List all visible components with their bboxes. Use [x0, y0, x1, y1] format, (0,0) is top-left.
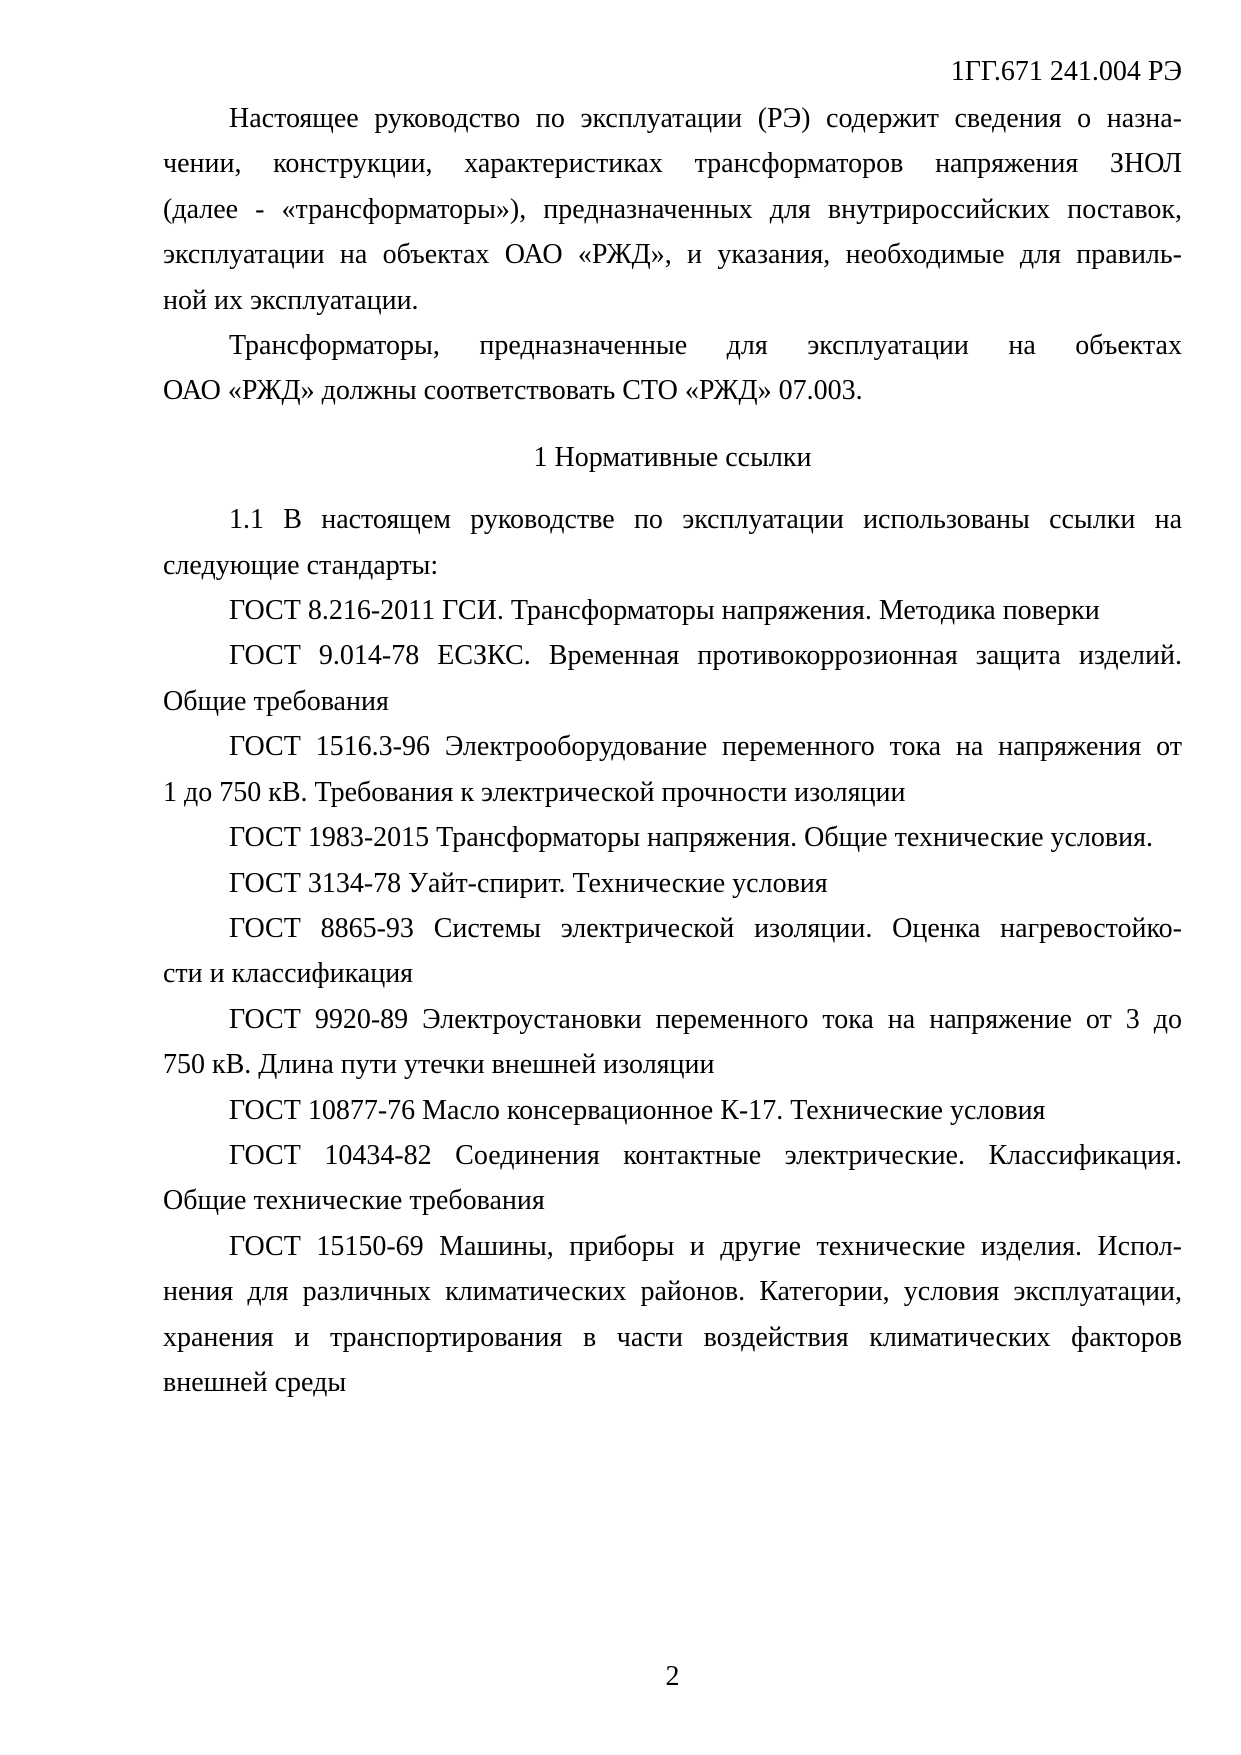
paragraph — [163, 1224, 1182, 1406]
paragraph — [163, 1088, 1182, 1133]
text-line: ГОСТ 15150-69 Машины, приборы и другие технические изделия. Испол- — [229, 1230, 1182, 1262]
paragraph — [163, 588, 1182, 633]
text-line: внешней среды — [163, 1366, 347, 1398]
paragraph — [163, 96, 1182, 323]
text-line: хранения и транспортирования в части воздействия климатических факторов — [163, 1321, 1182, 1353]
text-line: Трансформаторы, предназначенные для эксплуатации на объектах — [229, 330, 1182, 362]
text-line: ГОСТ 10434-82 Соединения контактные электрические. Классификация. — [229, 1139, 1182, 1171]
text-line: чении, конструкции, характеристиках трансформаторов напряжения ЗНОЛ — [163, 148, 1182, 180]
paragraph — [163, 497, 1182, 588]
paragraph — [163, 724, 1182, 815]
text-line: Общие требования — [163, 685, 389, 717]
text-line: ГОСТ 1983-2015 Трансформаторы напряжения. Общие технические условия. — [229, 822, 1153, 854]
document-body — [163, 96, 1182, 1405]
paragraph — [163, 861, 1182, 906]
paragraph — [163, 906, 1182, 997]
text-line: 1.1 В настоящем руководстве по эксплуатации использованы ссылки на — [229, 504, 1182, 536]
text-line: ГОСТ 10877-76 Масло консервационное К-17. Технические условия — [229, 1094, 1046, 1126]
text-line: 1 до 750 кВ. Требования к электрической прочности изоляции — [163, 776, 906, 808]
text-line: Общие технические требования — [163, 1185, 545, 1217]
paragraph — [163, 997, 1182, 1088]
text-line: следующие стандарты: — [163, 549, 439, 581]
text-line: ГОСТ 9920-89 Электроустановки переменного тока на напряжение от 3 до — [229, 1003, 1182, 1035]
section-heading: 1 Нормативные ссылки — [533, 441, 812, 473]
text-line: (далее - «трансформаторы»), предназначенных для внутрироссийских поставок, — [163, 193, 1182, 225]
text-line: ГОСТ 3134-78 Уайт-спирит. Технические условия — [229, 867, 828, 899]
paragraph — [163, 323, 1182, 414]
paragraph — [163, 633, 1182, 724]
text-line: 750 кВ. Длина пути утечки внешней изоляции — [163, 1049, 715, 1081]
text-line: Настоящее руководство по эксплуатации (РЭ) содержит сведения о назна- — [229, 103, 1182, 134]
text-line: ОАО «РЖД» должны соответствовать СТО «РЖД» 07.003. — [163, 375, 863, 407]
text-line: сти и классификация — [163, 958, 414, 990]
paragraph — [163, 1133, 1182, 1224]
page-number: 2 — [665, 1661, 680, 1692]
text-line: нения для различных климатических районов. Категории, условия эксплуатации, — [163, 1276, 1182, 1308]
document-code-header: 1ГГ.671 241.004 РЭ — [950, 56, 1182, 87]
text-line: ГОСТ 1516.3-96 Электрооборудование переменного тока на напряжения от — [229, 731, 1182, 763]
text-line: ной их эксплуатации. — [163, 284, 419, 316]
text-line: эксплуатации на объектах ОАО «РЖД», и указания, необходимые для правиль- — [163, 239, 1182, 271]
text-line: ГОСТ 8865-93 Системы электрической изоляции. Оценка нагревостойко- — [229, 912, 1182, 944]
text-line: ГОСТ 9.014-78 ЕСЗКС. Временная противокоррозионная защита изделий. — [229, 640, 1182, 672]
paragraph — [163, 815, 1182, 860]
text-line: ГОСТ 8.216-2011 ГСИ. Трансформаторы напряжения. Методика поверки — [229, 595, 1100, 627]
